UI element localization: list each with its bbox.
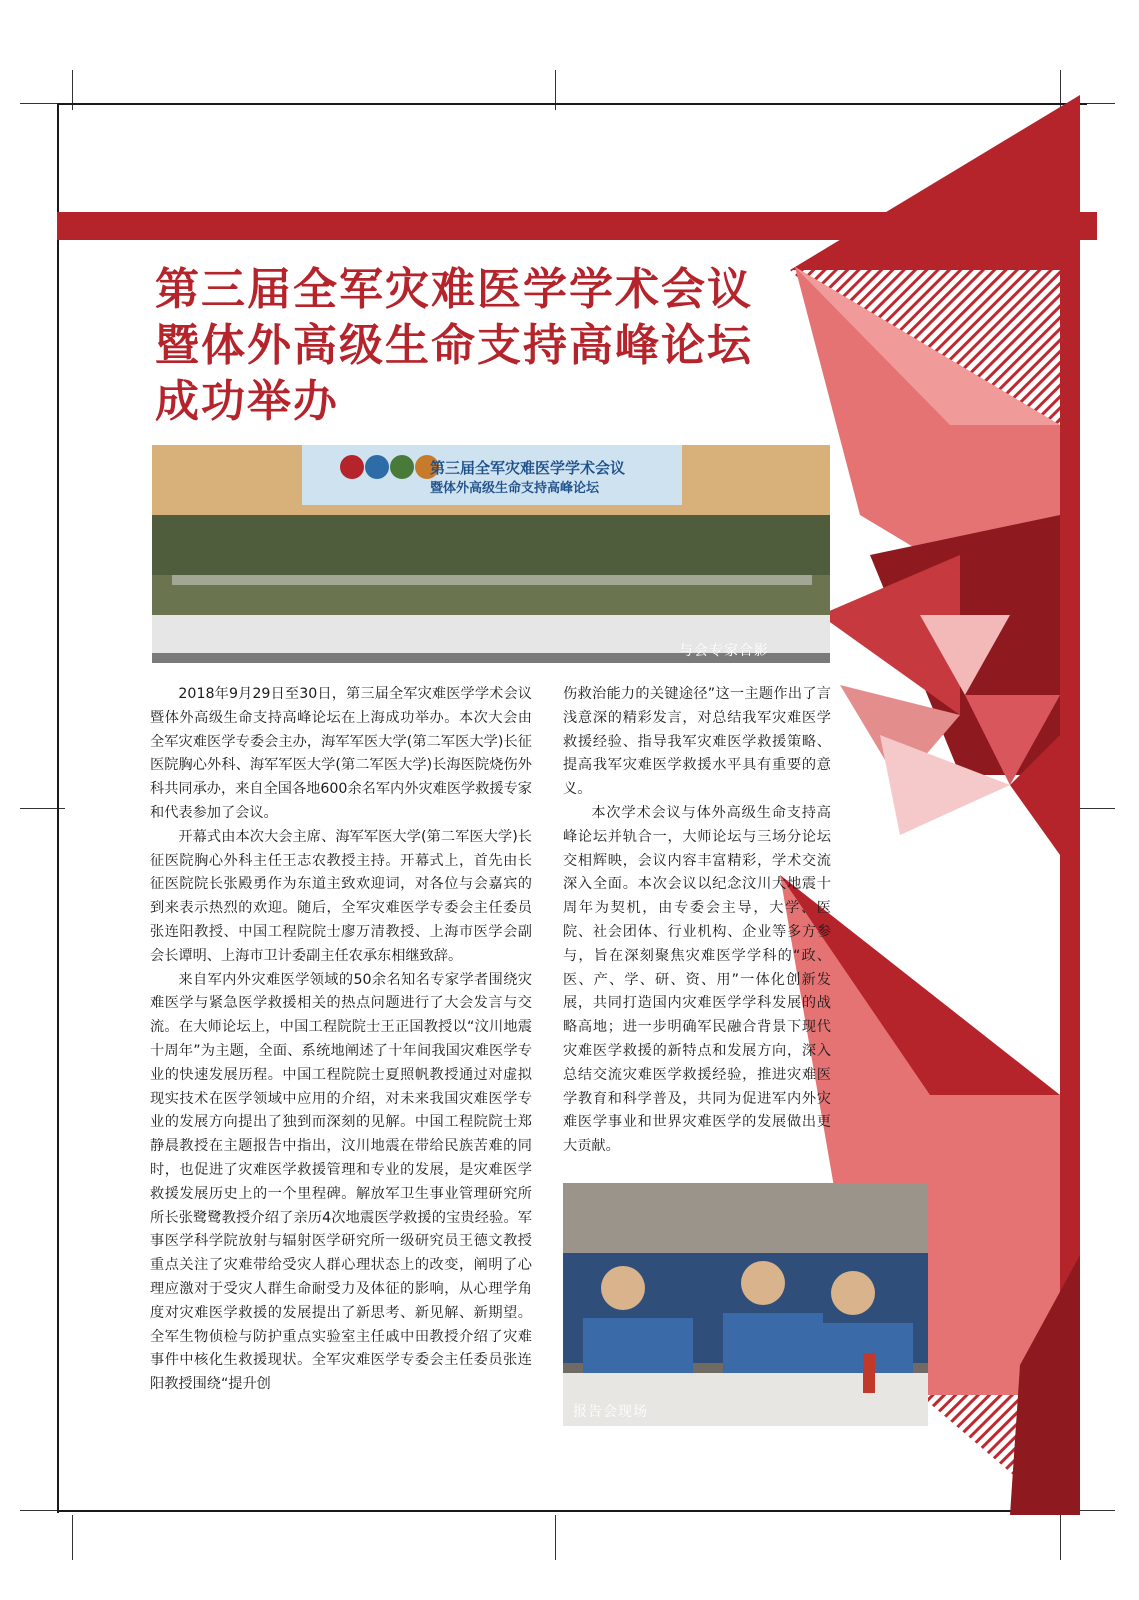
title-line-2: 暨体外高级生命支持高峰论坛 xyxy=(155,320,753,371)
banner-text-line-1: 第三届全军灾难医学学术会议 xyxy=(430,459,626,477)
crop-mark xyxy=(1060,1515,1061,1560)
title-line-1: 第三届全军灾难医学学术会议 xyxy=(155,264,753,315)
session-photo xyxy=(563,1183,928,1426)
paragraph: 开幕式由本次大会主席、海军军医大学(第二军医大学)长征医院胸心外科主任王志农教授主持。开幕式上，首先由长征医院院长张殿勇作为东道主致欢迎词，对各位与会嘉宾的到来表示热烈的欢迎。随后，全军灾难医学专委会主任委员张连阳教授、中国工程院院士廖万清教授、上海市医学会副会长谭明、上海市卫计委副主任农承东相继致辞。 xyxy=(150,828,532,964)
title-line-3: 成功举办 xyxy=(155,376,339,427)
group-photo xyxy=(152,445,830,663)
paragraph: 2018年9月29日至30日，第三届全军灾难医学学术会议暨体外高级生命支持高峰论坛在上海成功举办。本次大会由全军灾难医学专委会主办，海军军医大学(第二军医大学)长征医院胸心外科、海军军医大学(第二军医大学)长海医院烧伤外科共同承办，来自全国各地600余名军内外灾难医学救援专家和代表参加了会议。 xyxy=(150,686,532,821)
banner-text-line-2: 暨体外高级生命支持高峰论坛 xyxy=(430,481,600,496)
paragraph: 来自军内外灾难医学领域的50余名知名专家学者围绕灾难医学与紧急医学救援相关的热点问题进行了大会发言与交流。在大师论坛上，中国工程院院士王正国教授以“汶川地震十周年”为主题，全面、系统地阐述了十年间我国灾难医学专业的快速发展历程。中国工程院院士夏照帆教授通过对虚拟现实技术在医学领域中应用的介绍，对未来我国灾难医学专业的发展方向提出了独到而深刻的见解。中国工程院院士郑静晨教授在主题报告中指出，汶川地震在带给民族苦难的同时，也促进了灾难医学救援管理和专业的发展，是灾难医学救援发展历史上的一个里程碑。解放军卫生事业管理研究所所长张鹭鹭教授介绍了亲历4次地震医学救援的宝贵经验。军事医学科学院放射与辐射医学研究所一级研究员王德文教授重点关注了灾难带给受灾人群心理状态上的改变，阐明了心理应激对于受灾人群生命耐受力及体征的影响，从心理学角度对灾难医学救援的发展提出了新思考、新见解、新期望。全军生物侦检与防护重点实验室主任戚中田教授介绍了灾难事件中核化生救援现状。全军灾难医学专委会主任委员张连阳教授围绕“提升创 xyxy=(150,971,532,1393)
session-photo-illustration xyxy=(563,1183,928,1426)
article-title xyxy=(155,262,795,430)
session-photo-caption: 报告会现场 xyxy=(573,1404,648,1420)
left-text-column xyxy=(150,683,532,1397)
crop-mark xyxy=(72,1515,73,1560)
paragraph: 本次学术会议与体外高级生命支持高峰论坛并轨合一，大师论坛与三场分论坛交相辉映，会议内容丰富精彩，学术交流深入全面。本次会议以纪念汶川大地震十周年为契机，由专委会主导，大学、医院、社会团体、行业机构、企业等多方参与，旨在深刻聚焦灾难医学学科的“政、医、产、学、研、资、用”一体化创新发展，共同打造国内灾难医学学科发展的战略高地；进一步明确军民融合背景下现代灾难医学救援的新特点和发展方向，深入总结交流灾难医学救援经验，推进灾难医学教育和科学普及，共同为促进军内外灾难医学事业和世界灾难医学的发展做出更大贡献。 xyxy=(563,804,831,1155)
group-photo-caption: 与会专家合影 xyxy=(679,643,769,659)
crop-mark xyxy=(555,1515,556,1560)
page-frame-left xyxy=(57,103,59,1513)
paragraph-continuation: 伤救治能力的关键途径”这一主题作出了言浅意深的精彩发言，对总结我军灾难医学救援经验、指导我军灾难医学救援策略、提高我军灾难医学救援水平具有重要的意义。 xyxy=(563,686,831,798)
right-text-column xyxy=(563,683,831,1159)
